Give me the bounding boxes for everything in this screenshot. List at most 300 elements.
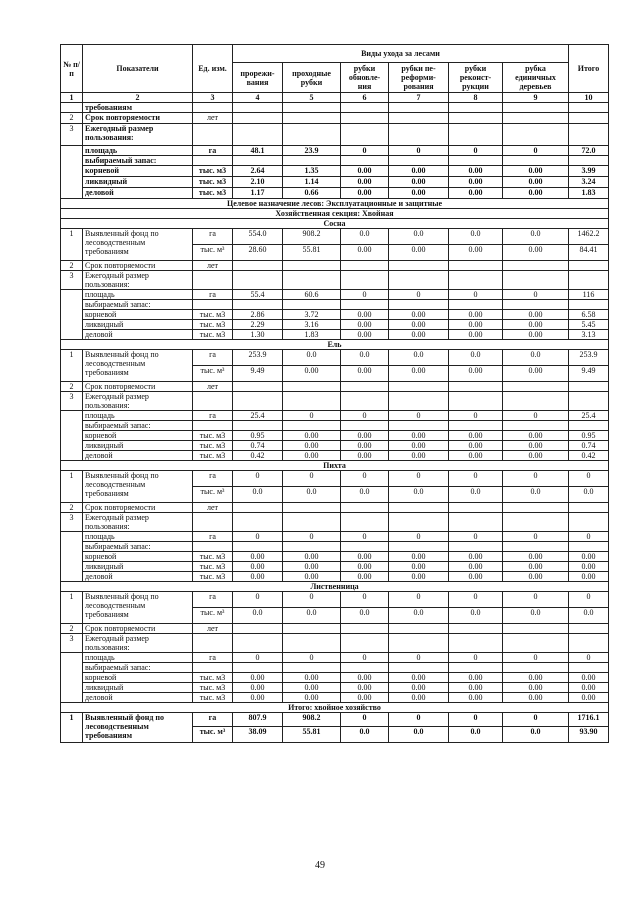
species-title: Лиственница	[61, 582, 609, 592]
value-cell: 0.00	[233, 673, 283, 683]
value-cell: 0.0	[283, 608, 341, 624]
value-cell: 0.00	[389, 683, 449, 693]
table-cell	[283, 113, 341, 124]
care-type-header: рубки реконст-рукции	[449, 63, 503, 93]
value-cell: 84.41	[569, 245, 609, 261]
value-cell: 0.00	[449, 320, 503, 330]
value-cell: 72.0	[569, 146, 609, 156]
table-cell: га	[193, 350, 233, 366]
value-cell: 0.00	[341, 188, 389, 199]
table-cell: лет	[193, 382, 233, 392]
table-cell	[341, 503, 389, 513]
value-cell: 0.00	[283, 441, 341, 451]
table-cell: тыс. м3	[193, 562, 233, 572]
value-cell: 1462.2	[569, 229, 609, 245]
table-cell: Ежегодный размер пользования:	[83, 392, 193, 411]
value-cell: 0.0	[389, 229, 449, 245]
table-row	[61, 177, 609, 188]
table-cell: 2	[61, 261, 83, 271]
table-row	[61, 229, 609, 245]
value-cell: 0	[283, 411, 341, 421]
table-cell	[569, 392, 609, 411]
table-cell: 1	[61, 350, 83, 382]
table-cell	[61, 103, 83, 113]
table-cell: 3	[61, 513, 83, 532]
table-row	[61, 552, 609, 562]
table-cell	[283, 513, 341, 532]
value-cell: 0	[389, 592, 449, 608]
table-cell: лет	[193, 503, 233, 513]
table-cell: тыс. м³	[193, 487, 233, 503]
table-cell	[449, 392, 503, 411]
table-cell	[283, 392, 341, 411]
value-cell: 0.00	[389, 552, 449, 562]
value-cell: 0.00	[449, 673, 503, 683]
value-cell: 1.17	[233, 188, 283, 199]
table-cell: Выявленный фонд по лесоводственным требованиям	[83, 350, 193, 382]
value-cell: 0	[503, 471, 569, 487]
value-cell: 0.00	[341, 673, 389, 683]
value-cell: 0.00	[389, 366, 449, 382]
value-cell: 0.00	[341, 693, 389, 703]
table-cell	[389, 503, 449, 513]
value-cell: 0.00	[389, 330, 449, 340]
value-cell: 0.95	[233, 431, 283, 441]
table-cell	[569, 421, 609, 431]
table-cell	[503, 300, 569, 310]
table-cell: деловой	[83, 451, 193, 461]
value-cell: 0.00	[449, 552, 503, 562]
table-cell: деловой	[83, 693, 193, 703]
value-cell: 0.00	[389, 310, 449, 320]
table-cell	[193, 103, 233, 113]
table-cell	[283, 634, 341, 653]
table-row	[61, 451, 609, 461]
value-cell: 55.81	[283, 245, 341, 261]
table-row	[61, 683, 609, 693]
table-cell: тыс. м3	[193, 451, 233, 461]
table-row	[61, 392, 609, 411]
value-cell: 0.42	[569, 451, 609, 461]
table-cell: корневой	[83, 310, 193, 320]
value-cell: 0.0	[503, 229, 569, 245]
table-cell: тыс. м3	[193, 177, 233, 188]
table-cell: тыс. м³	[193, 245, 233, 261]
value-cell: 0	[503, 653, 569, 663]
value-cell: 0.00	[341, 310, 389, 320]
value-cell: 2.29	[233, 320, 283, 330]
table-cell	[449, 103, 503, 113]
table-cell: 2	[61, 624, 83, 634]
table-row	[61, 166, 609, 177]
value-cell: 0.66	[283, 188, 341, 199]
value-cell: 0	[389, 146, 449, 156]
table-row	[61, 271, 609, 290]
table-row	[61, 461, 609, 471]
table-cell	[569, 271, 609, 290]
value-cell: 0.00	[389, 320, 449, 330]
table-cell	[341, 421, 389, 431]
value-cell: 0.0	[341, 350, 389, 366]
value-cell: 0.0	[341, 487, 389, 503]
table-row	[61, 624, 609, 634]
value-cell: 0.00	[341, 166, 389, 177]
value-cell: 0.0	[233, 608, 283, 624]
species-title: Сосна	[61, 219, 609, 229]
column-number: 2	[83, 93, 193, 103]
care-type-header: рубки обновле-ния	[341, 63, 389, 93]
table-cell	[503, 513, 569, 532]
table-cell	[233, 542, 283, 552]
value-cell: 0	[449, 471, 503, 487]
table-cell: лет	[193, 261, 233, 271]
table-cell	[233, 503, 283, 513]
table-cell	[449, 513, 503, 532]
value-cell: 0.00	[503, 572, 569, 582]
value-cell: 0.00	[341, 441, 389, 451]
value-cell: 0	[569, 592, 609, 608]
table-cell: тыс. м3	[193, 572, 233, 582]
value-cell: 0.00	[389, 188, 449, 199]
table-cell	[233, 261, 283, 271]
table-cell: ликвидный	[83, 177, 193, 188]
table-row	[61, 199, 609, 209]
table-cell	[569, 261, 609, 271]
table-row	[61, 45, 609, 63]
table-cell: лет	[193, 624, 233, 634]
column-number: 10	[569, 93, 609, 103]
table-row	[61, 441, 609, 451]
value-cell: 0	[503, 713, 569, 727]
table-cell	[569, 503, 609, 513]
table-cell: Срок повторяемости	[83, 113, 193, 124]
table-cell: площадь	[83, 532, 193, 542]
table-cell	[389, 392, 449, 411]
value-cell: 908.2	[283, 229, 341, 245]
value-cell: 0.74	[233, 441, 283, 451]
value-cell: 0.0	[389, 487, 449, 503]
value-cell: 0.00	[233, 693, 283, 703]
table-cell: тыс. м3	[193, 431, 233, 441]
table-cell	[341, 113, 389, 124]
table-cell: 1	[61, 471, 83, 503]
table-cell	[389, 421, 449, 431]
col-indicator-header: Показатели	[83, 45, 193, 93]
value-cell: 0.00	[389, 245, 449, 261]
column-number: 3	[193, 93, 233, 103]
table-cell	[341, 513, 389, 532]
value-cell: 0	[449, 653, 503, 663]
value-cell: 0	[389, 653, 449, 663]
value-cell: 0.00	[503, 166, 569, 177]
table-cell: Выявленный фонд по лесоводственным требованиям	[83, 229, 193, 261]
value-cell: 1.83	[569, 188, 609, 199]
summary-title: Итого: хвойное хозяйство	[61, 703, 609, 713]
table-cell	[569, 663, 609, 673]
table-cell	[389, 382, 449, 392]
value-cell: 0.00	[341, 330, 389, 340]
table-cell: требованиям	[83, 103, 193, 113]
table-cell: ликвидный	[83, 683, 193, 693]
value-cell: 25.4	[233, 411, 283, 421]
value-cell: 0.00	[503, 562, 569, 572]
table-cell: деловой	[83, 188, 193, 199]
table-cell	[233, 124, 283, 146]
page-number: 49	[315, 860, 325, 871]
table-cell: га	[193, 411, 233, 421]
table-cell	[233, 382, 283, 392]
value-cell: 2.64	[233, 166, 283, 177]
table-cell	[341, 271, 389, 290]
table-cell: га	[193, 653, 233, 663]
value-cell: 0.00	[449, 177, 503, 188]
table-cell	[341, 634, 389, 653]
value-cell: 0.0	[449, 727, 503, 743]
value-cell: 0.00	[503, 451, 569, 461]
table-cell	[233, 300, 283, 310]
table-cell	[283, 103, 341, 113]
table-cell	[193, 421, 233, 431]
table-cell: выбираемый запас:	[83, 156, 193, 166]
table-cell	[449, 634, 503, 653]
table-cell	[341, 542, 389, 552]
table-cell: Срок повторяемости	[83, 503, 193, 513]
table-cell	[503, 421, 569, 431]
value-cell: 60.6	[283, 290, 341, 300]
value-cell: 0.00	[503, 441, 569, 451]
value-cell: 0.00	[503, 693, 569, 703]
value-cell: 0.00	[449, 451, 503, 461]
value-cell: 0.00	[389, 572, 449, 582]
table-cell: Ежегодный размер пользования:	[83, 513, 193, 532]
table-cell	[283, 300, 341, 310]
table-cell	[503, 382, 569, 392]
value-cell: 116	[569, 290, 609, 300]
value-cell: 0.00	[449, 166, 503, 177]
table-cell	[503, 634, 569, 653]
table-cell	[449, 271, 503, 290]
table-cell: тыс. м3	[193, 673, 233, 683]
col-unit-header: Ед. изм.	[193, 45, 233, 93]
table-cell: 3	[61, 124, 83, 146]
table-cell: тыс. м3	[193, 330, 233, 340]
value-cell: 6.58	[569, 310, 609, 320]
table-cell: тыс. м3	[193, 552, 233, 562]
table-cell: 2	[61, 503, 83, 513]
value-cell: 0.00	[449, 310, 503, 320]
table-row	[61, 219, 609, 229]
value-cell: 0	[283, 653, 341, 663]
value-cell: 0.0	[503, 487, 569, 503]
value-cell: 0	[233, 653, 283, 663]
table-cell	[389, 271, 449, 290]
value-cell: 0.00	[283, 562, 341, 572]
table-cell	[503, 392, 569, 411]
value-cell: 908.2	[283, 713, 341, 727]
table-cell: Срок повторяемости	[83, 382, 193, 392]
forest-care-table	[60, 44, 609, 743]
value-cell: 0.42	[233, 451, 283, 461]
table-cell: площадь	[83, 290, 193, 300]
care-types-header: Виды ухода за лесами	[233, 45, 569, 63]
table-cell	[389, 103, 449, 113]
table-cell	[283, 271, 341, 290]
table-row	[61, 188, 609, 199]
table-cell: 3	[61, 392, 83, 411]
table-cell	[193, 542, 233, 552]
table-cell: тыс. м3	[193, 188, 233, 199]
table-cell	[389, 124, 449, 146]
table-row	[61, 653, 609, 663]
value-cell: 253.9	[233, 350, 283, 366]
table-cell	[449, 124, 503, 146]
table-row	[61, 146, 609, 156]
value-cell: 0	[233, 532, 283, 542]
table-cell	[61, 146, 83, 199]
value-cell: 0.00	[283, 431, 341, 441]
value-cell: 0.00	[503, 683, 569, 693]
table-row	[61, 572, 609, 582]
value-cell: 554.0	[233, 229, 283, 245]
value-cell: 3.99	[569, 166, 609, 177]
value-cell: 0.00	[449, 441, 503, 451]
table-cell: площадь	[83, 146, 193, 156]
table-cell	[341, 382, 389, 392]
table-row	[61, 382, 609, 392]
table-cell	[61, 411, 83, 461]
care-type-header: проходные рубки	[283, 63, 341, 93]
table-cell	[193, 392, 233, 411]
table-cell: га	[193, 471, 233, 487]
value-cell: 1.30	[233, 330, 283, 340]
value-cell: 0.0	[233, 487, 283, 503]
value-cell: 0.00	[341, 552, 389, 562]
table-cell: 1	[61, 713, 83, 743]
value-cell: 0.00	[569, 693, 609, 703]
table-cell: выбираемый запас:	[83, 421, 193, 431]
value-cell: 0.00	[569, 572, 609, 582]
value-cell: 0	[341, 290, 389, 300]
table-cell	[449, 261, 503, 271]
table-cell	[61, 653, 83, 703]
value-cell: 3.24	[569, 177, 609, 188]
table-cell	[341, 663, 389, 673]
table-cell	[389, 113, 449, 124]
table-cell: га	[193, 713, 233, 727]
table-row	[61, 471, 609, 487]
table-cell: 2	[61, 113, 83, 124]
table-cell	[569, 542, 609, 552]
value-cell: 9.49	[569, 366, 609, 382]
table-row	[61, 663, 609, 673]
table-cell	[283, 421, 341, 431]
table-cell: Ежегодный размер пользования:	[83, 271, 193, 290]
value-cell: 0.00	[569, 683, 609, 693]
table-cell: корневой	[83, 552, 193, 562]
table-cell: площадь	[83, 653, 193, 663]
table-cell	[283, 382, 341, 392]
value-cell: 0	[341, 146, 389, 156]
table-cell	[283, 624, 341, 634]
table-cell	[341, 624, 389, 634]
value-cell: 0.00	[503, 245, 569, 261]
value-cell: 0	[341, 592, 389, 608]
value-cell: 0.00	[449, 683, 503, 693]
value-cell: 0	[449, 411, 503, 421]
table-cell: Выявленный фонд по лесоводственным требованиям	[83, 713, 193, 743]
table-cell: выбираемый запас:	[83, 663, 193, 673]
value-cell: 0.0	[449, 608, 503, 624]
table-cell	[503, 542, 569, 552]
table-row	[61, 93, 609, 103]
forest-care-table-page	[60, 44, 608, 743]
table-cell: 1	[61, 592, 83, 624]
value-cell: 2.10	[233, 177, 283, 188]
table-cell	[503, 624, 569, 634]
value-cell: 0.0	[449, 229, 503, 245]
value-cell: 0.00	[503, 188, 569, 199]
table-cell	[389, 624, 449, 634]
table-cell: тыс. м3	[193, 683, 233, 693]
table-cell: корневой	[83, 431, 193, 441]
table-cell	[503, 124, 569, 146]
table-cell	[389, 300, 449, 310]
value-cell: 0.00	[341, 366, 389, 382]
table-cell	[449, 300, 503, 310]
value-cell: 0.00	[569, 673, 609, 683]
value-cell: 0.00	[341, 245, 389, 261]
value-cell: 807.9	[233, 713, 283, 727]
value-cell: 0.00	[389, 451, 449, 461]
table-cell	[283, 663, 341, 673]
table-cell: ликвидный	[83, 441, 193, 451]
table-cell: 3	[61, 634, 83, 653]
value-cell: 0.0	[503, 350, 569, 366]
table-cell: га	[193, 146, 233, 156]
table-cell: ликвидный	[83, 320, 193, 330]
value-cell: 0	[389, 471, 449, 487]
table-cell: корневой	[83, 166, 193, 177]
value-cell: 0.0	[569, 608, 609, 624]
table-cell	[569, 624, 609, 634]
value-cell: 0	[341, 471, 389, 487]
table-cell	[389, 663, 449, 673]
column-number: 6	[341, 93, 389, 103]
table-cell	[449, 503, 503, 513]
table-cell	[341, 392, 389, 411]
table-cell	[233, 113, 283, 124]
value-cell: 0.00	[449, 431, 503, 441]
value-cell: 0.0	[569, 487, 609, 503]
value-cell: 0.00	[503, 366, 569, 382]
value-cell: 1.35	[283, 166, 341, 177]
value-cell: 0.00	[283, 693, 341, 703]
column-number: 5	[283, 93, 341, 103]
table-cell	[233, 392, 283, 411]
table-cell	[283, 503, 341, 513]
table-cell	[569, 156, 609, 166]
table-cell: га	[193, 532, 233, 542]
value-cell: 0.00	[503, 330, 569, 340]
table-cell	[389, 634, 449, 653]
table-row	[61, 703, 609, 713]
table-row	[61, 673, 609, 683]
value-cell: 0.00	[569, 562, 609, 572]
table-cell: тыс. м3	[193, 441, 233, 451]
value-cell: 3.72	[283, 310, 341, 320]
table-cell	[389, 542, 449, 552]
column-number: 7	[389, 93, 449, 103]
